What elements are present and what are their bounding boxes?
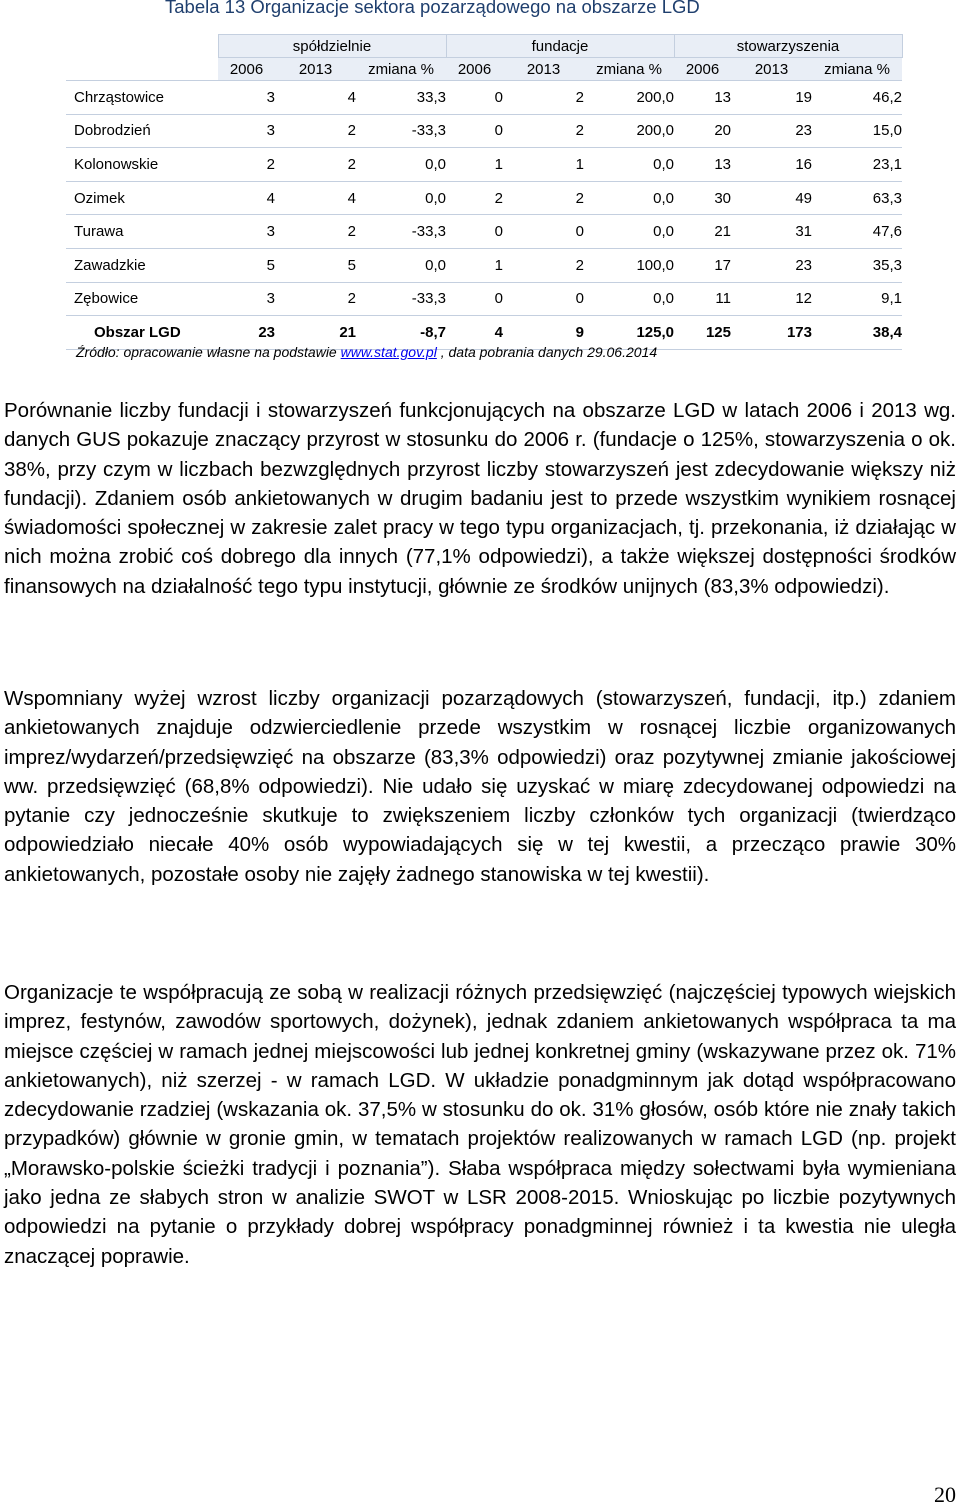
table-cell: 13 <box>674 148 731 182</box>
table-cell: 2 <box>503 114 584 148</box>
table-cell: 1 <box>446 248 503 282</box>
table-cell: 5 <box>218 248 275 282</box>
table-cell: 31 <box>731 215 812 249</box>
table-cell: 30 <box>674 181 731 215</box>
table-cell: 0 <box>446 81 503 115</box>
paragraph-2: Wspomniany wyżej wzrost liczby organizacji pozarządowych (stowarzyszeń, fundacji, itp.) zdaniem ankietowanych znajduje odzwierciedlenie przede wszystkim w rosnącej liczbie organizowanych imprez/wydarzeń/przedsięwzięć na obszarze (83,3% odpowiedzi) oraz pozytywnej zmianie jakościowej ww. przedsięwzięć (68,8% odpowiedzi). Nie udało się uzyskać w miarę zdecydowanej odpowiedzi na pytanie czy jednocześnie skutkuje to zwiększeniem liczby członków tych organizacji (twierdząco odpowiedziało niecałe 40% osób wypowiadających się w tej kwestii, a przecząco prawie 30% ankietowanych, pozostałe osoby nie zajęły żadnego stanowiska w tej kwestii). <box>4 687 956 886</box>
table-cell: 63,3 <box>812 181 902 215</box>
table-cell: 2 <box>275 114 356 148</box>
table-cell: -33,3 <box>356 215 446 249</box>
subheader-cell: zmiana % <box>584 58 674 81</box>
table-cell: 23,1 <box>812 148 902 182</box>
table-cell: 49 <box>731 181 812 215</box>
row-label: Zębowice <box>66 282 218 316</box>
row-label: Chrząstowice <box>66 81 218 115</box>
table-cell: 38,4 <box>812 316 902 350</box>
table-cell: 2 <box>275 282 356 316</box>
table-cell: 2 <box>503 248 584 282</box>
table-cell: 0,0 <box>356 148 446 182</box>
table-cell: 0 <box>503 282 584 316</box>
table-cell: 2 <box>218 148 275 182</box>
table-cell: 23 <box>218 316 275 350</box>
table-row <box>66 81 902 115</box>
paragraph-1: Porównanie liczby fundacji i stowarzyszeń funkcjonujących na obszarze LGD w latach 2006 i 2013 wg. danych GUS pokazuje znaczący przyrost w stosunku do 2006 r. (fundacje o 125%, stowarzyszenia o ok. 38%, przy czym w liczbach bezwzględnych przyrost liczby stowarzyszeń jest zdecydowanie większy niż fundacji). Zdaniem osób ankietowanych w drugim badaniu jest to przede wszystkim wynikiem rosnącej świadomości społecznej w zakresie zalet pracy w tego typu organizacjach, tj. przekonania, iż działając w nich można zrobić coś dobrego dla innych (77,1% odpowiedzi), a także większej dostępności środków finansowych na działalność tego typu instytucji, głównie ze środków unijnych (83,3% odpowiedzi). <box>4 399 956 598</box>
table-cell: 21 <box>275 316 356 350</box>
table-cell: 47,6 <box>812 215 902 249</box>
table-cell: 23 <box>731 248 812 282</box>
table-caption: Tabela 13 Organizacje sektora pozarządowego na obszarze LGD <box>165 0 700 17</box>
table-cell: 125 <box>674 316 731 350</box>
table-cell: 20 <box>674 114 731 148</box>
table-cell: -33,3 <box>356 282 446 316</box>
table-source-note <box>76 344 657 360</box>
subheader-cell: 2013 <box>503 58 584 81</box>
table-cell: 2 <box>275 215 356 249</box>
table-cell: 4 <box>446 316 503 350</box>
source-prefix: Źródło: opracowanie własne na podstawie <box>76 344 341 360</box>
subheader-cell: zmiana % <box>356 58 446 81</box>
table-cell: 100,0 <box>584 248 674 282</box>
subheader-cell: 2013 <box>731 58 812 81</box>
table-cell: 13 <box>674 81 731 115</box>
table-cell: 0 <box>446 114 503 148</box>
paragraph-3: Organizacje te współpracują ze sobą w realizacji różnych przedsięwzięć (najczęściej typowych wiejskich imprez, festynów, zawodów sportowych, dożynek), jednak zdaniem ankietowanych współpraca ta ma miejsce częściej w ramach jednej miejscowości lub jednej konkretnej gminy (wskazywane przez ok. 71% ankietowanych), niż szerzej - w ramach LGD. W układzie ponadgminnym jak dotąd współpracowano zdecydowanie rzadziej (wskazania ok. 37,5% w stosunku do ok. 31% głosów, osób które nie znały takich przypadków) głównie w gronie gmin, w tematach projektów realizowanych w ramach LGD (np. projekt „Morawsko-polskie ścieżki tradycji i poznania”). Słaba współpraca między sołectwami była wymieniana jako jedna ze słabych stron w analizie SWOT w LSR 2008-2015. Wnioskując po liczbie pozytywnych odpowiedzi na pytanie o przykłady dobrej współpracy ponadgminnej również i ta kwestia nie uległa znaczącej poprawie. <box>4 981 956 1268</box>
table-cell: 200,0 <box>584 81 674 115</box>
group-header-foundations: fundacje <box>446 35 674 58</box>
table-cell: 4 <box>218 181 275 215</box>
table-cell: 46,2 <box>812 81 902 115</box>
subheader-cell: 2006 <box>674 58 731 81</box>
table-cell: 4 <box>275 181 356 215</box>
table-cell: 0 <box>446 215 503 249</box>
table-row <box>66 282 902 316</box>
table-cell: 9 <box>503 316 584 350</box>
organizations-table <box>66 34 903 350</box>
table-cell: 0 <box>503 215 584 249</box>
table-cell: 2 <box>503 81 584 115</box>
group-header-cooperatives: spółdzielnie <box>218 35 446 58</box>
table-cell: 2 <box>275 148 356 182</box>
table-cell: 1 <box>446 148 503 182</box>
table-cell: 125,0 <box>584 316 674 350</box>
table-cell: 16 <box>731 148 812 182</box>
table-row <box>66 248 902 282</box>
table-row <box>66 181 902 215</box>
row-label: Obszar LGD <box>66 316 218 350</box>
table-cell: 35,3 <box>812 248 902 282</box>
row-label: Dobrodzień <box>66 114 218 148</box>
table-cell: 3 <box>218 81 275 115</box>
table-row <box>66 215 902 249</box>
table-cell: 1 <box>503 148 584 182</box>
subheader-cell: 2013 <box>275 58 356 81</box>
table-cell: 33,3 <box>356 81 446 115</box>
table-cell: 11 <box>674 282 731 316</box>
table-cell: 9,1 <box>812 282 902 316</box>
table-cell: 0,0 <box>356 248 446 282</box>
table-cell: 0,0 <box>356 181 446 215</box>
table-cell: 4 <box>275 81 356 115</box>
table-cell: 15,0 <box>812 114 902 148</box>
table-cell: 0,0 <box>584 215 674 249</box>
table-cell: 200,0 <box>584 114 674 148</box>
source-link[interactable]: www.stat.gov.pl <box>340 344 437 360</box>
row-label: Turawa <box>66 215 218 249</box>
table-cell: 12 <box>731 282 812 316</box>
subheader-cell: zmiana % <box>812 58 902 81</box>
subheader-row <box>66 58 902 81</box>
table-cell: -8,7 <box>356 316 446 350</box>
table-cell: 0,0 <box>584 148 674 182</box>
table-cell: 19 <box>731 81 812 115</box>
table-cell: 23 <box>731 114 812 148</box>
table-cell: 2 <box>503 181 584 215</box>
table-cell: 3 <box>218 114 275 148</box>
table-cell: 0,0 <box>584 181 674 215</box>
group-header-row <box>66 35 902 58</box>
table-cell: 173 <box>731 316 812 350</box>
table-cell: -33,3 <box>356 114 446 148</box>
source-suffix: , data pobrania danych 29.06.2014 <box>436 344 658 360</box>
table-cell: 0 <box>446 282 503 316</box>
table-cell: 2 <box>446 181 503 215</box>
table-cell: 17 <box>674 248 731 282</box>
subheader-cell: 2006 <box>218 58 275 81</box>
row-label: Zawadzkie <box>66 248 218 282</box>
table-cell: 5 <box>275 248 356 282</box>
table-cell: 3 <box>218 282 275 316</box>
page-number: 20 <box>934 1482 956 1507</box>
row-label: Kolonowskie <box>66 148 218 182</box>
table-cell: 21 <box>674 215 731 249</box>
subheader-cell: 2006 <box>446 58 503 81</box>
table-cell: 3 <box>218 215 275 249</box>
table-cell: 0,0 <box>584 282 674 316</box>
group-header-associations: stowarzyszenia <box>674 35 902 58</box>
table-row <box>66 114 902 148</box>
row-label: Ozimek <box>66 181 218 215</box>
table-row <box>66 148 902 182</box>
